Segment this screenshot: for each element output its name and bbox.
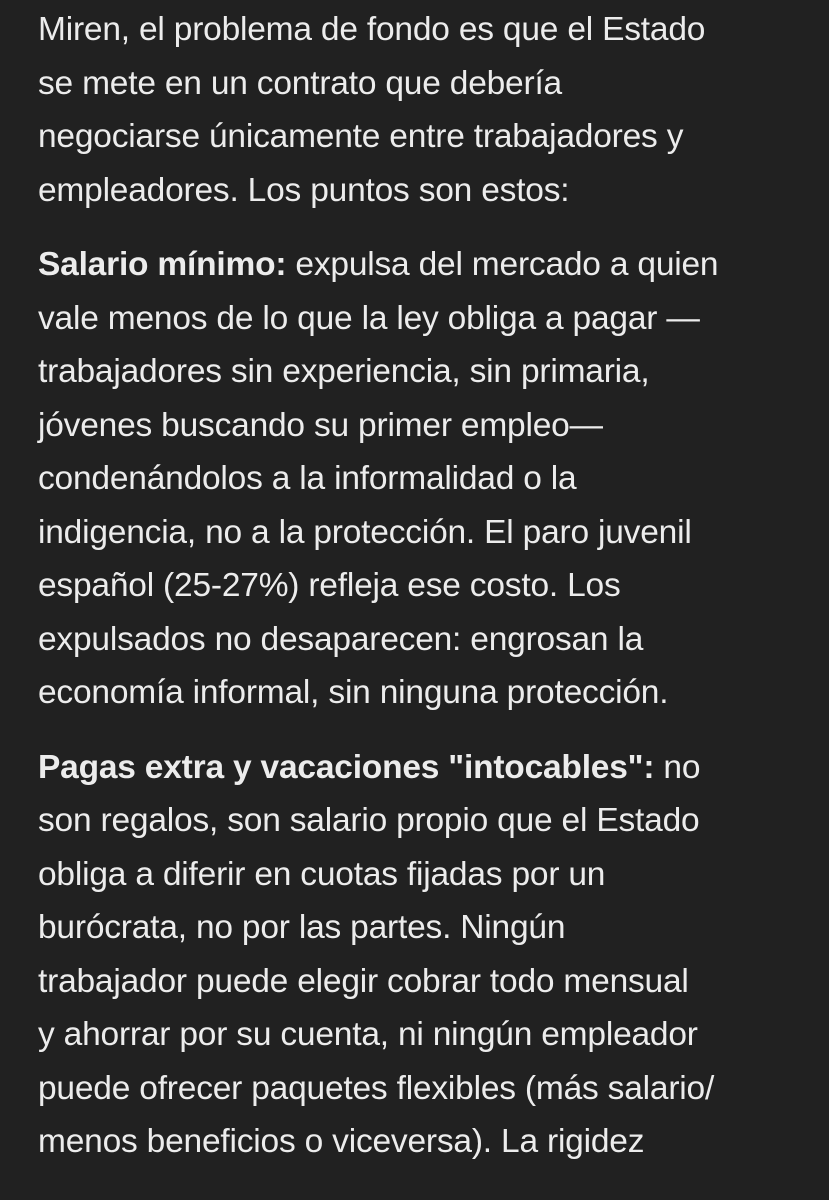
text-line: negociarse únicamente entre trabajadores y (38, 118, 684, 155)
text-line (38, 741, 818, 795)
text-line: indigencia, no a la protección. El paro juvenil (38, 513, 692, 551)
text-line: obliga a diferir en cuotas fijadas por un (38, 855, 606, 893)
text-line: menos beneficios o viceversa). La rigidez (38, 1123, 645, 1160)
text-line: vale menos de lo que la ley obliga a pagar — (38, 299, 700, 337)
text-line: español (25-27%) refleja ese costo. Los (38, 567, 621, 604)
text-line: son regalos, son salario propio que el Estado (38, 802, 700, 839)
extra-pay-heading: Pagas extra y vacaciones "intocables": (38, 748, 655, 786)
text-line: trabajadores sin experiencia, sin primaria, (38, 353, 650, 390)
text-line: trabajador puede elegir cobrar todo mensual (38, 962, 689, 1000)
text-line: puede ofrecer paquetes flexibles (más salario/ (38, 1069, 715, 1107)
text-line: jóvenes buscando su primer empleo— (38, 406, 603, 444)
extra-pay-paragraph (38, 741, 818, 1169)
text-fragment: expulsa del mercado a quien (286, 246, 719, 283)
text-line: y ahorrar por su cuenta, ni ningún empleador (38, 1016, 698, 1053)
text-line: condenándolos a la informalidad o la (38, 460, 577, 497)
chat-message-body (38, 3, 818, 1190)
text-line: empleadores. Los puntos son estos: (38, 171, 570, 209)
text-line: se mete en un contrato que debería (38, 64, 562, 102)
minimum-wage-heading: Salario mínimo: (38, 246, 287, 283)
text-line: economía informal, sin ninguna protección. (38, 674, 669, 711)
text-line (38, 238, 818, 292)
text-line: expulsados no desaparecen: engrosan la (38, 620, 644, 658)
text-line: burócrata, no por las partes. Ningún (38, 909, 566, 946)
minimum-wage-paragraph (38, 238, 818, 720)
intro-paragraph (38, 3, 818, 217)
text-line: Miren, el problema de fondo es que el Estado (38, 11, 706, 48)
text-fragment: no (654, 748, 701, 786)
